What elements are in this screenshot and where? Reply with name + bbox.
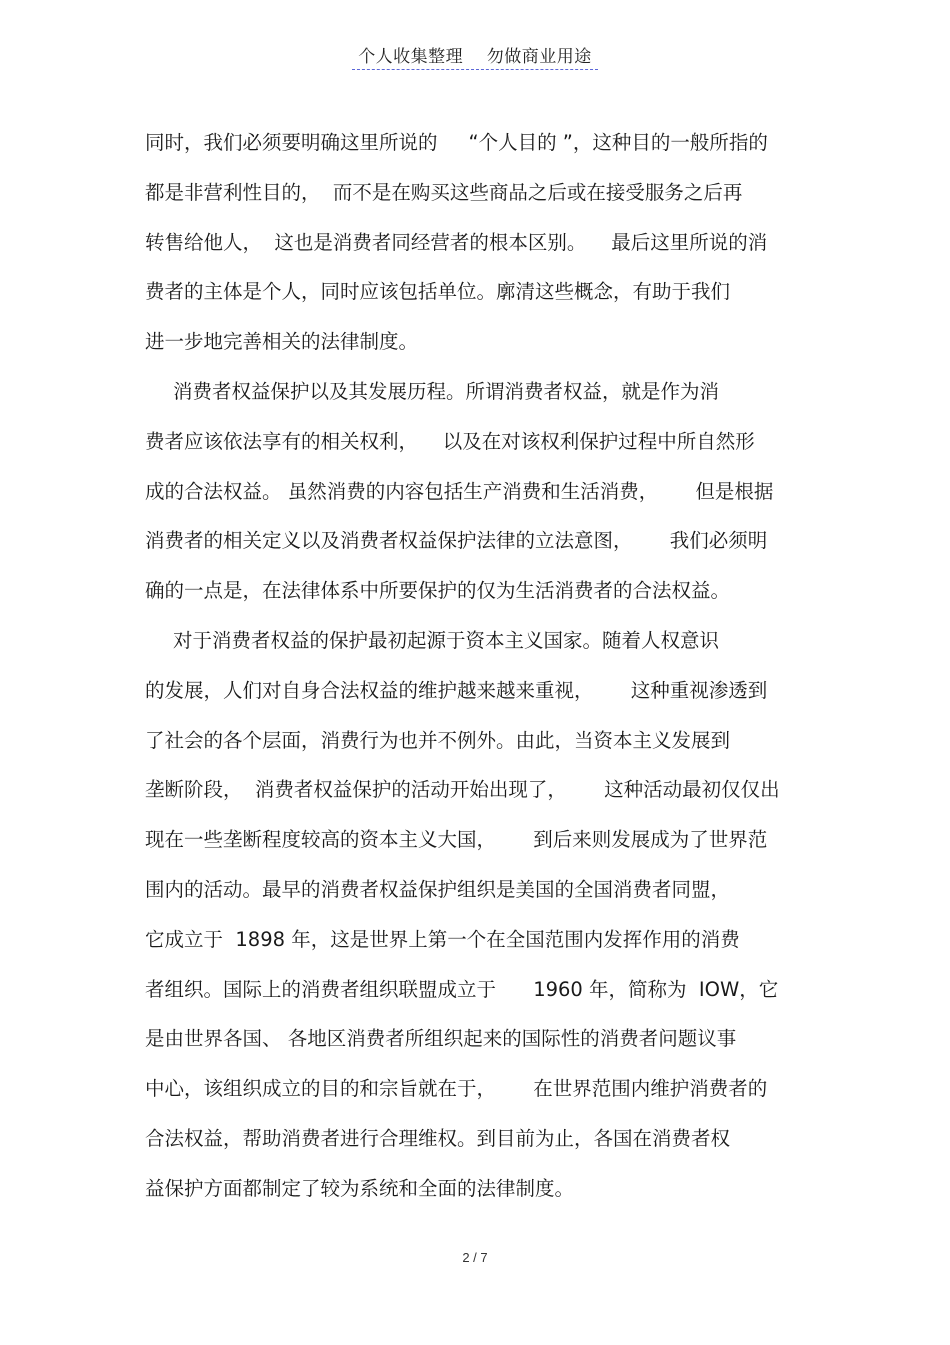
paragraph-3-line-7: 它成立于 1898 年，这是世界上第一个在全国范围内发挥作用的消费 xyxy=(145,927,740,951)
paragraph-3-line-9: 是由世界各国、 各地区消费者所组织起来的国际性的消费者问题议事 xyxy=(145,1027,737,1051)
paragraph-3-line-2: 的发展，人们对自身合法权益的维护越来越来重视， 这种重视渗透到 xyxy=(145,678,768,702)
paragraph-3-line-4: 垄断阶段， 消费者权益保护的活动开始出现了， 这种活动最初仅仅出 xyxy=(145,778,780,802)
paragraph-3-line-1: 对于消费者权益的保护最初起源于资本主义国家。随着人权意识 xyxy=(173,628,720,652)
paragraph-2-line-2: 费者应该依法享有的相关权利， 以及在对该权利保护过程中所自然形 xyxy=(145,429,755,453)
paragraph-1-line-1: 同时，我们必须要明确这里所说的 “个人目的 ”，这种目的一般所指的 xyxy=(145,131,768,154)
paragraph-3-line-10: 中心，该组织成立的目的和宗旨就在于， 在世界范围内维护消费者的 xyxy=(145,1077,768,1101)
header-text: 个人收集整理 勿做商业用途 xyxy=(352,42,598,70)
paragraph-3-line-11: 合法权益，帮助消费者进行合理维权。到目前为止，各国在消费者权 xyxy=(145,1126,731,1150)
paragraph-3-line-3: 了社会的各个层面，消费行为也并不例外。由此，当资本主义发展到 xyxy=(145,728,731,752)
body-text xyxy=(145,118,825,1214)
page-number: 2 / 7 xyxy=(462,1250,488,1265)
paragraph-3-line-5: 现在一些垄断程度较高的资本主义大国， 到后来则发展成为了世界范 xyxy=(145,828,768,852)
paragraph-2-line-4: 消费者的相关定义以及消费者权益保护法律的立法意图， 我们必须明 xyxy=(145,529,768,553)
paragraph-3-line-12: 益保护方面都制定了较为系统和全面的法律制度。 xyxy=(145,1176,575,1200)
paragraph-3-line-6: 围内的活动。最早的消费者权益保护组织是美国的全国消费者同盟， xyxy=(145,877,731,901)
paragraph-2-line-5: 确的一点是，在法律体系中所要保护的仅为生活消费者的合法权益。 xyxy=(145,579,731,603)
paragraph-3-line-8: 者组织。国际上的消费者组织联盟成立于 1960 年，简称为 IOW，它 xyxy=(145,977,779,1001)
paragraph-1-line-3: 转售给他人， 这也是消费者同经营者的根本区别。 最后这里所说的消 xyxy=(145,230,768,254)
paragraph-1-line-5: 进一步地完善相关的法律制度。 xyxy=(145,330,419,354)
page-header xyxy=(0,42,950,70)
paragraph-2-line-1: 消费者权益保护以及其发展历程。所谓消费者权益，就是作为消 xyxy=(173,379,720,403)
paragraph-1-line-4: 费者的主体是个人，同时应该包括单位。廓清这些概念，有助于我们 xyxy=(145,280,731,304)
paragraph-1-line-2: 都是非营利性目的， 而不是在购买这些商品之后或在接受服务之后再 xyxy=(145,180,743,204)
paragraph-2-line-3: 成的合法权益。 虽然消费的内容包括生产消费和生活消费， 但是根据 xyxy=(145,479,774,503)
